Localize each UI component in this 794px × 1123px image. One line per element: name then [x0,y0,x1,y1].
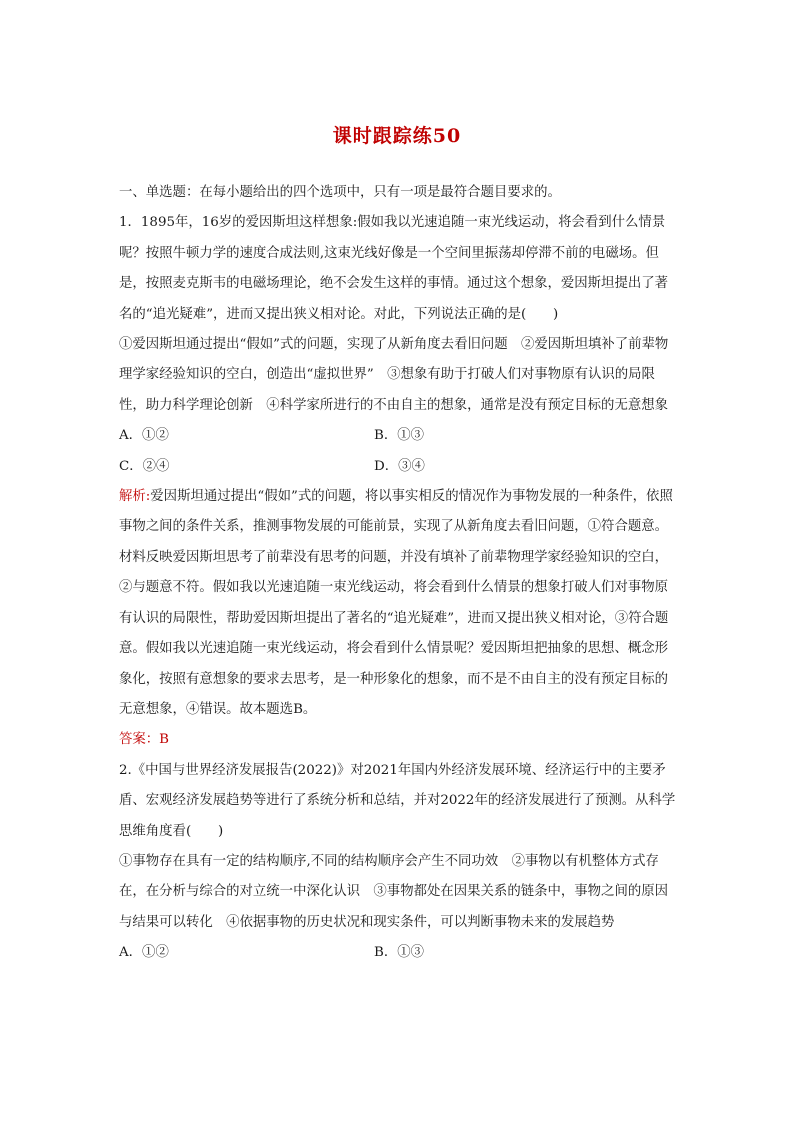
question-2 [119,756,679,969]
question-1-options [119,421,679,482]
question-1-analysis [119,482,679,725]
option-a: A．①② [119,428,169,444]
question-2-statements: ①事物存在具有一定的结构顺序,不同的结构顺序会产生不同功效 ②事物以有机整体方式存在，在分析与综合的对立统一中深化认识 ③事物都处在因果关系的链条中，事物之间的原因与结果可以转化 ④依据事物的历史状况和现实条件，可以判断事物未来的发展趋势 [119,853,669,930]
option-d: D．③④ [374,458,425,474]
analysis-text: 爱因斯坦通过提出“假如”式的问题，将以事实相反的情况作为事物发展的一种条件，依照事物之间的条件关系，推测事物发展的可能前景，实现了从新角度去看旧问题，①符合题意。材料反映爱因斯坦思考了前辈没有思考的问题，并没有填补了前辈物理学家经验知识的空白，②与题意不符。假如我以光速追随一束光线运动，将会看到什么情景的想象打破人们对事物原有认识的局限性，帮助爱因斯坦提出了著名的“追光疑难”，进而又提出狭义相对论，③符合题意。假如我以光速追随一束光线运动，将会看到什么情景呢？爱因斯坦把抽象的思想、概念形象化，按照有意想象的要求去思考，是一种形象化的想象，而不是不由自主的没有预定目标的无意想象，④错误。故本题选B。 [119,489,673,717]
section-heading: 一、单选题：在每小题给出的四个选项中，只有一项是最符合题目要求的。 [119,185,561,200]
question-1-stem: 1．1895年，16岁的爱因斯坦这样想象:假如我以光速追随一束光线运动，将会看到什么情景呢？按照牛顿力学的速度合成法则,这束光线好像是一个空间里振荡却停滞不前的电磁场。但是，按照麦克斯韦的电磁场理论，绝不会发生这样的事情。通过这个想象，爱因斯坦提出了著名的“追光疑难”，进而又提出狭义相对论。对此，下列说法正确的是( ) [119,215,669,322]
answer-value: B [159,732,170,748]
question-1-statements: ①爱因斯坦通过提出“假如”式的问题，实现了从新角度去看旧问题 ②爱因斯坦填补了前辈物理学家经验知识的空白，创造出“虚拟世界” ③想象有助于打破人们对事物原有认识的局限性，助力科学理论创新 ④科学家所进行的不由自主的想象，通常是没有预定目标的无意想象 [119,337,669,413]
option-c: C．②④ [119,458,170,474]
question-2-stem: 2.《中国与世界经济发展报告(2022)》对2021年国内外经济发展环境、经济运行中的主要矛盾、宏观经济发展趋势等进行了系统分析和总结，并对2022年的经济发展进行了预测。从科学思维角度看( ) [119,762,676,839]
page-title: 课时跟踪练50 [332,125,462,147]
option-a: A．①② [119,945,169,961]
question-2-options [119,938,679,968]
answer-label: 答案： [119,732,160,748]
document-body [119,178,679,969]
question-1-answer [119,725,679,755]
option-b: B．①③ [374,428,425,444]
question-1 [119,208,679,755]
option-b: B．①③ [374,945,425,961]
analysis-label: 解析: [119,489,151,505]
